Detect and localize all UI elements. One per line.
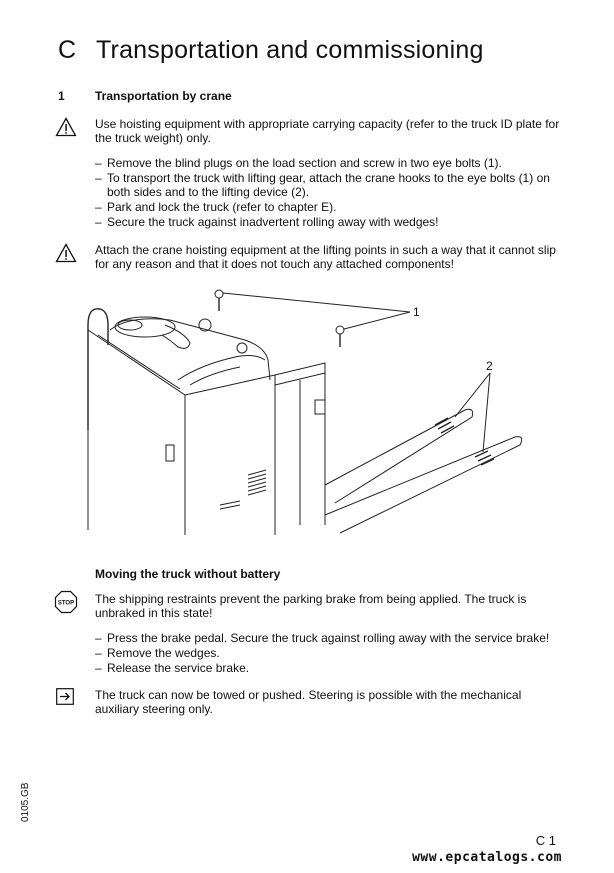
warning-triangle-icon [55, 117, 77, 142]
chapter-title-text: Transportation and commissioning [96, 36, 484, 64]
section-number: 1 [58, 89, 65, 103]
document-code: 0105.GB [20, 782, 31, 822]
chapter-title [58, 36, 484, 65]
section-heading [58, 89, 232, 103]
list-item: – Remove the wedges. [95, 646, 220, 660]
truck-illustration [70, 285, 540, 545]
subsection-heading: Moving the truck without battery [95, 567, 281, 581]
callout-label-2: 2 [486, 359, 493, 373]
list-item: – Release the service brake. [95, 661, 250, 675]
eye-bolt-icon [336, 326, 344, 347]
section-title: Transportation by crane [95, 89, 232, 103]
warning-text-hoisting: Use hoisting equipment with appropriate carrying capacity (refer to the truck ID plate for the truck weight) only. [95, 117, 560, 145]
callout-label-1: 1 [413, 305, 420, 319]
page-number: C 1 [535, 833, 556, 848]
list-item: – Remove the blind plugs on the load section and screw in two eye bolts (1). [95, 156, 502, 170]
stop-sign-icon [54, 590, 78, 619]
warning-text-lifting-points: Attach the crane hoisting equipment at the lifting points in such a way that it cannot slip for any reason and that it does not touch any attached components! [95, 243, 556, 271]
stop-note-text: The shipping restraints prevent the parking brake from being applied. The truck is unbraked in this state! [95, 592, 527, 620]
eye-bolt-icon [215, 290, 223, 311]
arrow-box-icon [56, 688, 74, 710]
battery-steps-list [95, 631, 565, 676]
chapter-letter: C [58, 36, 77, 64]
list-item: – To transport the truck with lifting gear, attach the crane hooks to the eye bolts (1) on both sides and to the lifting device (2). [95, 171, 550, 199]
note-text: The truck can now be towed or pushed. Steering is possible with the mechanical auxiliary steering only. [95, 688, 522, 716]
list-item: – Park and lock the truck (refer to chapter E). [95, 200, 337, 214]
warning-triangle-icon [55, 243, 77, 268]
crane-steps-list [95, 156, 565, 230]
watermark: www.epcatalogs.com [412, 850, 562, 865]
stop-sign-label: STOP [57, 600, 75, 607]
list-item: – Secure the truck against inadvertent rolling away with wedges! [95, 215, 439, 229]
list-item: – Press the brake pedal. Secure the truck against rolling away with the service brake! [95, 631, 550, 645]
